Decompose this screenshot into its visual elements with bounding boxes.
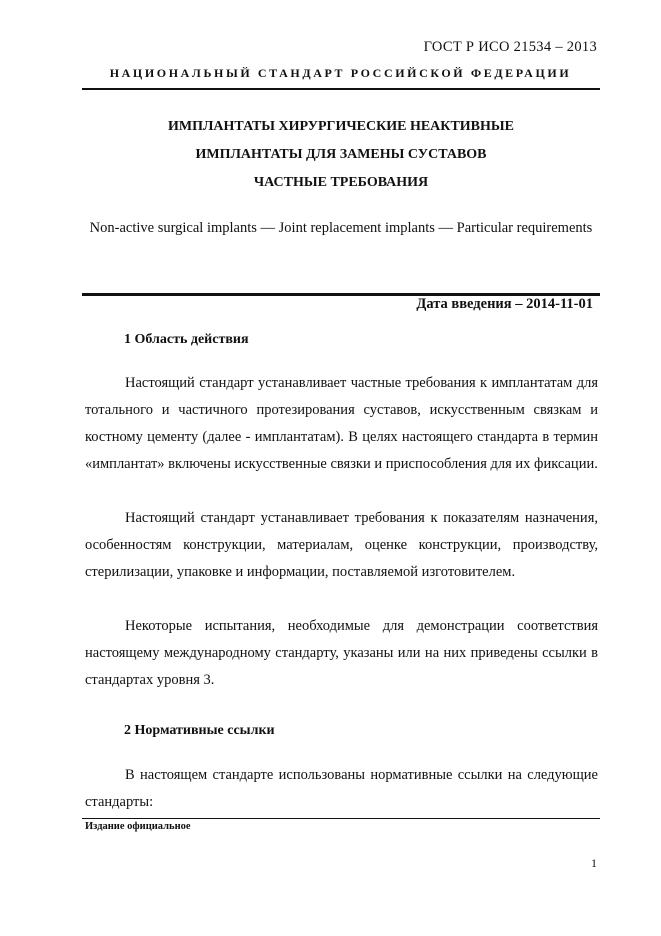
section-1-paragraph-3: Некоторые испытания, необходимые для демонстрации соответствия настоящему международному стандарту, указаны или на них приведены ссылки в стандартах уровня 3. (85, 618, 598, 688)
title-line-1: ИМПЛАНТАТЫ ХИРУРГИЧЕСКИЕ НЕАКТИВНЫЕ (168, 119, 514, 134)
page-number: 1 (591, 856, 597, 870)
section-2-heading: 2 Нормативные ссылки (124, 723, 275, 738)
edition-label: Издание официальное (85, 821, 191, 832)
english-title: Non-active surgical implants — Joint replacement implants — Particular requirements (89, 220, 593, 236)
section-1-paragraph-1: Настоящий стандарт устанавливает частные требования к имплантатам для тотального и частичного протезирования суставов, искусственным связкам и костному цементу (далее - имплантатам). В целях настоящего стандарта в термин «имплантат» включены искусственные связки и приспособления для их фиксации. (85, 375, 598, 472)
section-1-paragraph-2: Настоящий стандарт устанавливает требования к показателям назначения, особенностям конструкции, материалам, оценке конструкции, производству, стерилизации, упаковке и информации, поставляемой изготовителем. (85, 510, 598, 580)
header-rule (82, 88, 600, 90)
footer-rule (82, 818, 600, 819)
title-line-2: ИМПЛАНТАТЫ ДЛЯ ЗАМЕНЫ СУСТАВОВ (195, 147, 487, 162)
introduction-date: Дата введения – 2014-11-01 (416, 296, 593, 312)
title-line-3: ЧАСТНЫЕ ТРЕБОВАНИЯ (253, 175, 429, 190)
section-2-paragraph-1: В настоящем стандарте использованы нормативные ссылки на следующие стандарты: (85, 767, 598, 810)
document-code: ГОСТ Р ИСО 21534 – 2013 (423, 39, 597, 55)
document-title (82, 113, 600, 197)
standard-type-header: НАЦИОНАЛЬНЫЙ СТАНДАРТ РОССИЙСКОЙ ФЕДЕРАЦИИ (109, 66, 572, 80)
section-1-heading: 1 Область действия (124, 332, 249, 347)
